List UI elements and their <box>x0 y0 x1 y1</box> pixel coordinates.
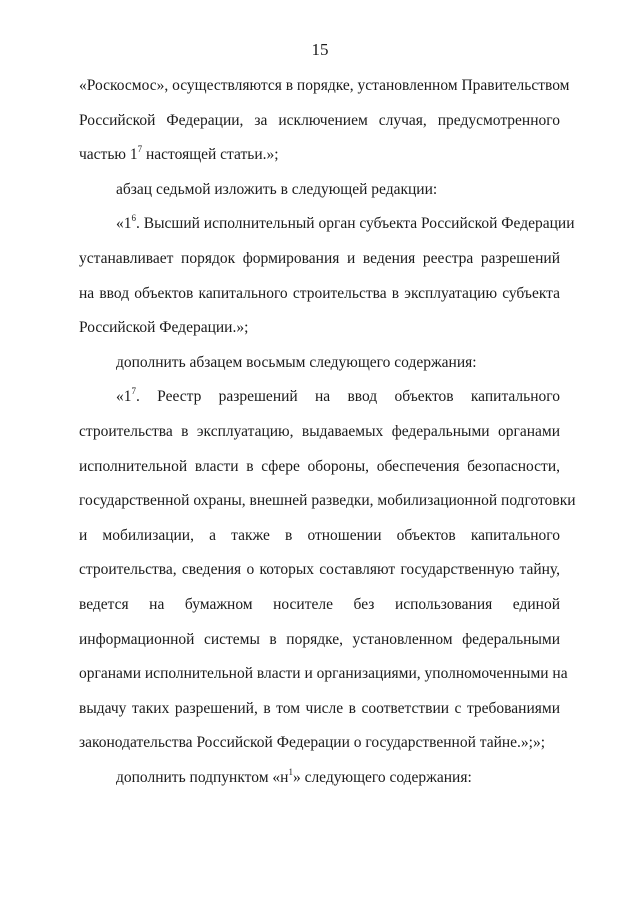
paragraph-line: устанавливает порядок формирования и ведения реестра разрешений <box>79 249 560 267</box>
instruction-line: дополнить абзацем восьмым следующего содержания: <box>116 353 477 371</box>
paragraph-line: исполнительной власти в сфере обороны, обеспечения безопасности, <box>79 457 560 475</box>
paragraph-line: ведется на бумажном носителе без использования единой <box>79 595 560 613</box>
superscript: 6 <box>131 213 136 224</box>
document-body <box>79 69 576 795</box>
instruction-line: дополнить подпунктом «$н^1$» следующего содержания: <box>116 766 472 786</box>
paragraph-line: и мобилизации, а также в отношении объектов капитального <box>79 526 560 544</box>
paragraph-line: выдачу таких разрешений, в том числе в соответствии с требованиями <box>79 699 560 717</box>
paragraph-line: информационной системы в порядке, установленном федеральными <box>79 630 560 648</box>
paragraph-line: на ввод объектов капитального строительства в эксплуатацию субъекта <box>79 284 560 302</box>
paragraph-line: частью $1^7$ настоящей статьи.»; <box>79 144 279 164</box>
paragraph-line: строительства в эксплуатацию, выдаваемых федеральными органами <box>79 422 560 440</box>
paragraph-line: строительства, сведения о которых составляют государственную тайну, <box>79 561 560 579</box>
paragraph-line: государственной охраны, внешней разведки, мобилизационной подготовки <box>79 492 576 510</box>
paragraph-line: законодательства Российской Федерации о государственной тайне.»;»; <box>79 734 546 752</box>
instruction-line: абзац седьмой изложить в следующей редакции: <box>116 180 438 198</box>
paragraph-line: «$1^7$. Реестр разрешений на ввод объектов капитального <box>116 386 560 406</box>
page-number: 15 <box>311 40 329 59</box>
paragraph-line: «$1^6$. Высший исполнительный орган субъекта Российской Федерации <box>116 213 575 233</box>
superscript: 1 <box>288 766 293 777</box>
paragraph-line: органами исполнительной власти и организациями, уполномоченными на <box>79 665 568 683</box>
paragraph-line: Российской Федерации, за исключением случая, предусмотренного <box>79 111 560 129</box>
superscript: 7 <box>137 144 143 155</box>
paragraph-line: «Роскосмос», осуществляются в порядке, установленном Правительством <box>79 77 570 94</box>
paragraph-line: Российской Федерации.»; <box>79 319 249 337</box>
superscript: 7 <box>131 386 136 397</box>
